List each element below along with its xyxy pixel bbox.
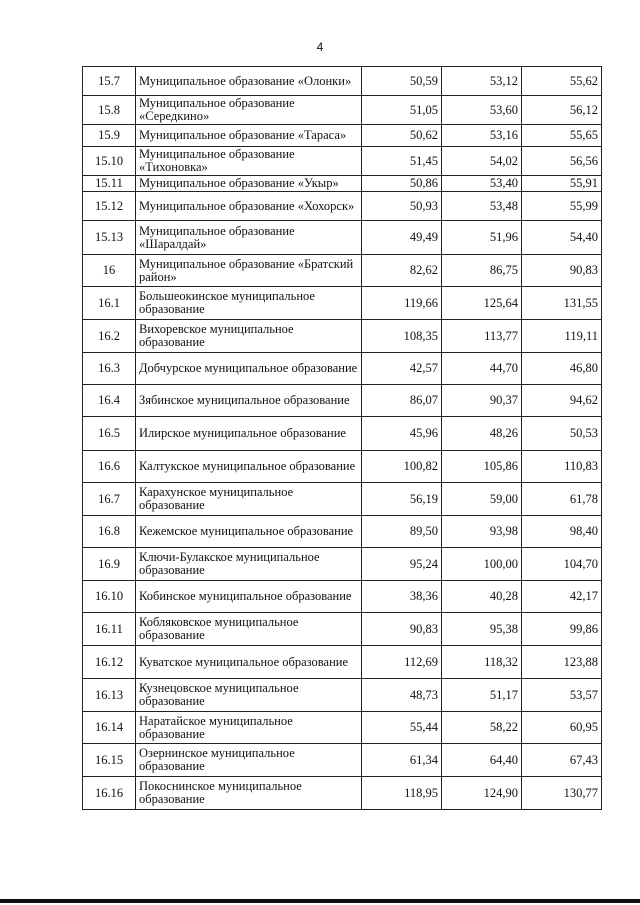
value-2: 105,86 bbox=[442, 451, 522, 483]
municipality-name: Муниципальное образование «Олонки» bbox=[136, 67, 362, 96]
municipality-name: Ключи-Булакское муниципальное образование bbox=[136, 548, 362, 581]
table-row bbox=[83, 777, 602, 810]
value-1: 86,07 bbox=[362, 385, 442, 417]
value-1: 118,95 bbox=[362, 777, 442, 810]
bottom-rule bbox=[0, 899, 640, 903]
table-row bbox=[83, 581, 602, 613]
municipality-name: Куватское муниципальное образование bbox=[136, 646, 362, 679]
table-row bbox=[83, 744, 602, 777]
municipality-name: Зябинское муниципальное образование bbox=[136, 385, 362, 417]
value-1: 90,83 bbox=[362, 613, 442, 646]
table-row bbox=[83, 516, 602, 548]
value-1: 55,44 bbox=[362, 712, 442, 744]
value-2: 86,75 bbox=[442, 255, 522, 287]
value-3: 46,80 bbox=[522, 353, 602, 385]
municipality-name: Большеокинское муниципальное образование bbox=[136, 287, 362, 320]
value-3: 130,77 bbox=[522, 777, 602, 810]
value-3: 55,62 bbox=[522, 67, 602, 96]
table-row bbox=[83, 287, 602, 320]
value-2: 95,38 bbox=[442, 613, 522, 646]
value-3: 56,12 bbox=[522, 96, 602, 125]
municipality-name: Муниципальное образование «Укыр» bbox=[136, 176, 362, 192]
value-1: 112,69 bbox=[362, 646, 442, 679]
value-1: 100,82 bbox=[362, 451, 442, 483]
table-row bbox=[83, 255, 602, 287]
row-number: 15.8 bbox=[83, 96, 136, 125]
row-number: 16.13 bbox=[83, 679, 136, 712]
value-2: 51,17 bbox=[442, 679, 522, 712]
value-2: 90,37 bbox=[442, 385, 522, 417]
value-3: 94,62 bbox=[522, 385, 602, 417]
value-2: 54,02 bbox=[442, 147, 522, 176]
value-2: 59,00 bbox=[442, 483, 522, 516]
row-number: 16.1 bbox=[83, 287, 136, 320]
row-number: 16.4 bbox=[83, 385, 136, 417]
value-2: 53,16 bbox=[442, 125, 522, 147]
value-2: 53,60 bbox=[442, 96, 522, 125]
row-number: 16.12 bbox=[83, 646, 136, 679]
municipality-name: Муниципальное образование «Середкино» bbox=[136, 96, 362, 125]
value-3: 61,78 bbox=[522, 483, 602, 516]
value-2: 51,96 bbox=[442, 221, 522, 255]
value-2: 53,48 bbox=[442, 192, 522, 221]
row-number: 15.9 bbox=[83, 125, 136, 147]
row-number: 16.8 bbox=[83, 516, 136, 548]
municipality-name: Муниципальное образование «Братский район» bbox=[136, 255, 362, 287]
value-2: 64,40 bbox=[442, 744, 522, 777]
value-1: 45,96 bbox=[362, 417, 442, 451]
municipality-name: Наратайское муниципальное образование bbox=[136, 712, 362, 744]
municipality-name: Кежемское муниципальное образование bbox=[136, 516, 362, 548]
value-2: 48,26 bbox=[442, 417, 522, 451]
table-row bbox=[83, 385, 602, 417]
value-3: 67,43 bbox=[522, 744, 602, 777]
row-number: 16.15 bbox=[83, 744, 136, 777]
row-number: 16.16 bbox=[83, 777, 136, 810]
value-2: 40,28 bbox=[442, 581, 522, 613]
municipality-name: Покоснинское муниципальное образование bbox=[136, 777, 362, 810]
value-1: 108,35 bbox=[362, 320, 442, 353]
value-2: 124,90 bbox=[442, 777, 522, 810]
value-1: 38,36 bbox=[362, 581, 442, 613]
value-1: 61,34 bbox=[362, 744, 442, 777]
value-3: 55,65 bbox=[522, 125, 602, 147]
table-row bbox=[83, 353, 602, 385]
value-3: 131,55 bbox=[522, 287, 602, 320]
table-row bbox=[83, 646, 602, 679]
row-number: 16.5 bbox=[83, 417, 136, 451]
table-row bbox=[83, 483, 602, 516]
municipality-name: Озернинское муниципальное образование bbox=[136, 744, 362, 777]
row-number: 16.11 bbox=[83, 613, 136, 646]
value-2: 58,22 bbox=[442, 712, 522, 744]
table-row bbox=[83, 679, 602, 712]
table-row bbox=[83, 96, 602, 125]
municipality-name: Муниципальное образование «Тихоновка» bbox=[136, 147, 362, 176]
value-1: 82,62 bbox=[362, 255, 442, 287]
value-1: 89,50 bbox=[362, 516, 442, 548]
value-3: 98,40 bbox=[522, 516, 602, 548]
table-row bbox=[83, 147, 602, 176]
row-number: 16.3 bbox=[83, 353, 136, 385]
row-number: 16.9 bbox=[83, 548, 136, 581]
table-row bbox=[83, 125, 602, 147]
value-2: 125,64 bbox=[442, 287, 522, 320]
value-3: 60,95 bbox=[522, 712, 602, 744]
value-3: 90,83 bbox=[522, 255, 602, 287]
value-1: 51,05 bbox=[362, 96, 442, 125]
value-2: 100,00 bbox=[442, 548, 522, 581]
value-3: 104,70 bbox=[522, 548, 602, 581]
table-row bbox=[83, 417, 602, 451]
value-3: 54,40 bbox=[522, 221, 602, 255]
value-2: 44,70 bbox=[442, 353, 522, 385]
page-number: 4 bbox=[316, 40, 324, 54]
row-number: 16.7 bbox=[83, 483, 136, 516]
municipality-name: Муниципальное образование «Шаралдай» bbox=[136, 221, 362, 255]
value-3: 56,56 bbox=[522, 147, 602, 176]
municipality-name: Кузнецовское муниципальное образование bbox=[136, 679, 362, 712]
table-row bbox=[83, 67, 602, 96]
value-1: 49,49 bbox=[362, 221, 442, 255]
table-row bbox=[83, 712, 602, 744]
row-number: 16.14 bbox=[83, 712, 136, 744]
value-3: 50,53 bbox=[522, 417, 602, 451]
municipality-name: Муниципальное образование «Тараса» bbox=[136, 125, 362, 147]
municipality-name: Карахунское муниципальное образование bbox=[136, 483, 362, 516]
row-number: 15.11 bbox=[83, 176, 136, 192]
tariff-table bbox=[82, 66, 602, 810]
value-1: 119,66 bbox=[362, 287, 442, 320]
value-3: 110,83 bbox=[522, 451, 602, 483]
municipality-name: Калтукское муниципальное образование bbox=[136, 451, 362, 483]
municipality-name: Добчурское муниципальное образование bbox=[136, 353, 362, 385]
value-2: 93,98 bbox=[442, 516, 522, 548]
row-number: 16.2 bbox=[83, 320, 136, 353]
value-1: 50,93 bbox=[362, 192, 442, 221]
table-row bbox=[83, 176, 602, 192]
value-3: 123,88 bbox=[522, 646, 602, 679]
value-3: 42,17 bbox=[522, 581, 602, 613]
municipality-name: Муниципальное образование «Хохорск» bbox=[136, 192, 362, 221]
value-2: 53,12 bbox=[442, 67, 522, 96]
table-row bbox=[83, 451, 602, 483]
row-number: 15.7 bbox=[83, 67, 136, 96]
value-1: 42,57 bbox=[362, 353, 442, 385]
value-1: 51,45 bbox=[362, 147, 442, 176]
value-1: 50,62 bbox=[362, 125, 442, 147]
row-number: 16.6 bbox=[83, 451, 136, 483]
table-body bbox=[83, 67, 602, 810]
value-1: 56,19 bbox=[362, 483, 442, 516]
row-number: 16 bbox=[83, 255, 136, 287]
table-row bbox=[83, 548, 602, 581]
municipality-name: Илирское муниципальное образование bbox=[136, 417, 362, 451]
value-1: 50,86 bbox=[362, 176, 442, 192]
row-number: 15.13 bbox=[83, 221, 136, 255]
value-3: 55,99 bbox=[522, 192, 602, 221]
value-1: 95,24 bbox=[362, 548, 442, 581]
table-row bbox=[83, 320, 602, 353]
table-row bbox=[83, 192, 602, 221]
value-3: 99,86 bbox=[522, 613, 602, 646]
municipality-name: Кобляковское муниципальное образование bbox=[136, 613, 362, 646]
value-3: 55,91 bbox=[522, 176, 602, 192]
value-1: 50,59 bbox=[362, 67, 442, 96]
table-row bbox=[83, 613, 602, 646]
row-number: 16.10 bbox=[83, 581, 136, 613]
value-3: 119,11 bbox=[522, 320, 602, 353]
value-2: 113,77 bbox=[442, 320, 522, 353]
row-number: 15.12 bbox=[83, 192, 136, 221]
row-number: 15.10 bbox=[83, 147, 136, 176]
value-2: 118,32 bbox=[442, 646, 522, 679]
municipality-name: Кобинское муниципальное образование bbox=[136, 581, 362, 613]
value-3: 53,57 bbox=[522, 679, 602, 712]
value-2: 53,40 bbox=[442, 176, 522, 192]
table-row bbox=[83, 221, 602, 255]
municipality-name: Вихоревское муниципальное образование bbox=[136, 320, 362, 353]
value-1: 48,73 bbox=[362, 679, 442, 712]
